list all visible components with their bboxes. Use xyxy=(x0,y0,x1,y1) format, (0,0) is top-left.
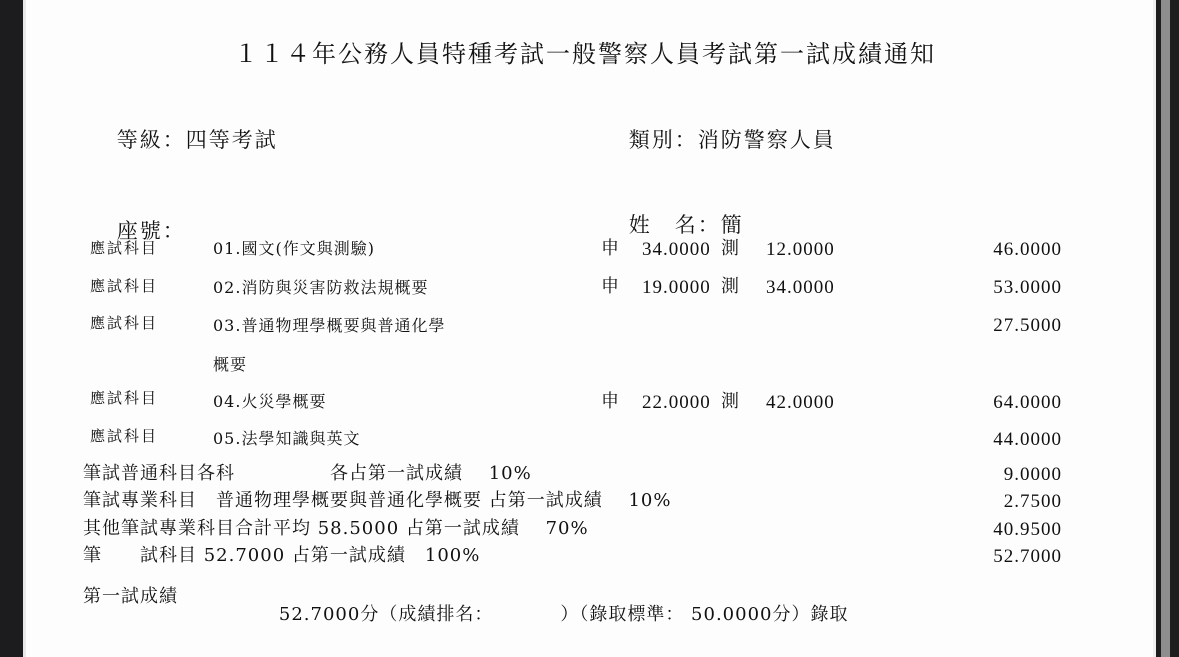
document-title: １１４年公務人員特種考試一般警察人員考試第一試成績通知 xyxy=(234,40,936,68)
category-value: 消防警察人員 xyxy=(697,128,836,152)
subject-total: 64.0000 xyxy=(993,392,1062,413)
level-value: 四等考試 xyxy=(185,128,278,152)
summary-value: 40.9500 xyxy=(993,519,1062,540)
test-mark: 測 xyxy=(721,276,739,297)
subject-label: 應試科目 xyxy=(90,427,159,445)
essay-mark: 申 xyxy=(601,238,619,259)
summary-value: 2.7500 xyxy=(1003,491,1062,512)
subject-name: 04.火災學概要 xyxy=(213,392,327,411)
subject-label: 應試科目 xyxy=(90,314,159,332)
summary-value: 9.0000 xyxy=(1003,464,1062,485)
category-field xyxy=(594,109,836,172)
result-label: 第一試成績 xyxy=(83,586,178,607)
subject-total: 46.0000 xyxy=(993,239,1062,260)
test-score: 42.0000 xyxy=(766,392,835,413)
test-score: 34.0000 xyxy=(766,277,835,298)
subject-label: 應試科目 xyxy=(90,277,159,295)
essay-mark: 申 xyxy=(601,391,619,412)
summary-line: 筆試專業科目 普通物理學概要與普通化學概要 占第一試成績 10% xyxy=(83,490,672,511)
name-label: 姓 名： xyxy=(628,213,721,237)
test-score: 12.0000 xyxy=(766,239,835,260)
essay-score: 34.0000 xyxy=(642,239,711,260)
subject-label: 應試科目 xyxy=(90,389,159,407)
subject-name: 05.法學知識與英文 xyxy=(213,429,361,448)
summary-value: 52.7000 xyxy=(993,546,1062,567)
essay-mark: 申 xyxy=(601,276,619,297)
summary-line: 筆 試科目 52.7000 占第一試成績 100% xyxy=(83,545,481,566)
document-page xyxy=(26,0,1153,657)
result-outcome: 錄取 xyxy=(810,604,849,625)
subject-total: 27.5000 xyxy=(993,315,1062,336)
result-rank: （成績排名： ） xyxy=(379,604,580,625)
essay-score: 22.0000 xyxy=(642,392,711,413)
category-label: 類別： xyxy=(628,128,698,152)
level-field xyxy=(82,109,278,172)
viewer-background-left xyxy=(0,0,23,657)
subject-name: 03.普通物理學概要與普通化學 xyxy=(213,316,446,335)
test-mark: 測 xyxy=(721,391,739,412)
result-score: 52.7000分 xyxy=(278,604,380,625)
seat-label: 座號： xyxy=(116,219,186,243)
subject-name: 02.消防與災害防救法規概要 xyxy=(213,278,429,297)
summary-line: 其他筆試專業科目合計平均 58.5000 占第一試成績 70% xyxy=(83,518,589,539)
subject-name: 01.國文(作文與測驗) xyxy=(213,239,375,258)
test-mark: 測 xyxy=(721,238,739,259)
level-label: 等級： xyxy=(116,128,186,152)
subject-total: 53.0000 xyxy=(993,277,1062,298)
subject-name-continuation: 概要 xyxy=(213,355,248,374)
summary-line: 筆試普通科目各科 各占第一試成績 10% xyxy=(83,463,532,484)
essay-score: 19.0000 xyxy=(642,277,711,298)
subject-label: 應試科目 xyxy=(90,239,159,257)
result-standard: （錄取標準： 50.0000分） xyxy=(579,604,811,625)
viewer-background-right-edge xyxy=(1170,0,1179,657)
subject-total: 44.0000 xyxy=(993,429,1062,450)
result-line xyxy=(252,588,848,642)
vertical-scrollbar[interactable] xyxy=(1161,0,1170,657)
name-value: 簡 xyxy=(720,213,744,237)
